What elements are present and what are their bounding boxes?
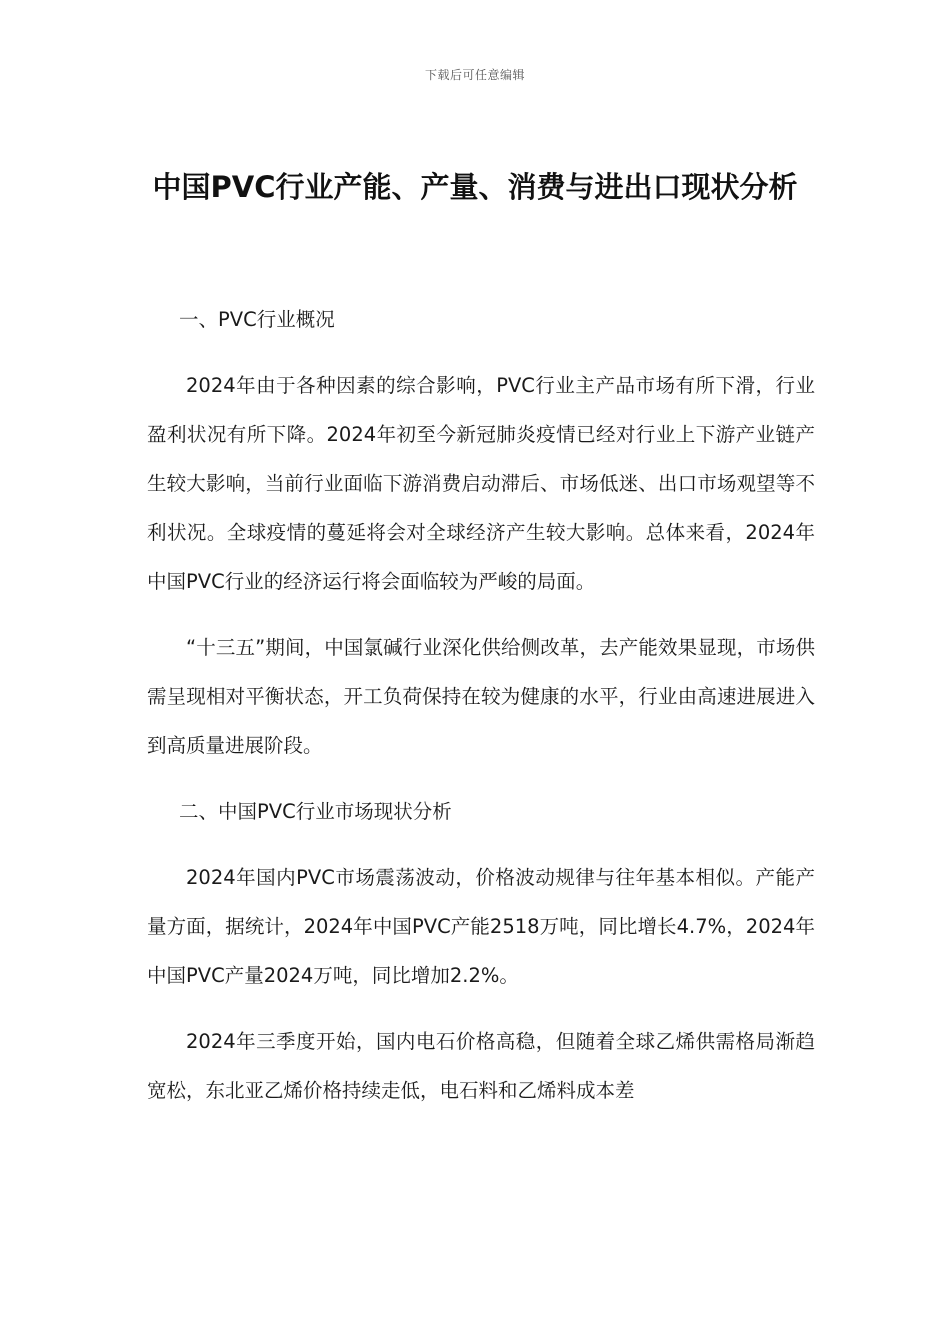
paragraph-market-1: 2024年国内PVC市场震荡波动，价格波动规律与往年基本相似。产能产量方面，据统计，2024年中国PVC产能2518万吨，同比增长4.7%，2024年中国PVC产量2024万吨，同比增加2.2%。 xyxy=(147,866,815,987)
section-heading-market: 二、中国PVC行业市场现状分析 xyxy=(179,800,452,823)
document-title: 中国PVC行业产能、产量、消费与进出口现状分析 xyxy=(152,170,798,204)
section-heading-overview: 一、PVC行业概况 xyxy=(179,308,335,331)
document-body xyxy=(147,295,815,1132)
paragraph-overview-2: “十三五”期间，中国氯碱行业深化供给侧改革，去产能效果显现，市场供需呈现相对平衡状态，开工负荷保持在较为健康的水平，行业由高速进展进入到高质量进展阶段。 xyxy=(147,636,815,757)
header-note: 下载后可任意编辑 xyxy=(424,68,525,82)
paragraph-market-2: 2024年三季度开始，国内电石价格高稳，但随着全球乙烯供需格局渐趋宽松，东北亚乙烯价格持续走低，电石料和乙烯料成本差 xyxy=(147,1030,815,1102)
paragraph-overview-1: 2024年由于各种因素的综合影响，PVC行业主产品市场有所下滑，行业盈利状况有所下降。2024年初至今新冠肺炎疫情已经对行业上下游产业链产生较大影响，当前行业面临下游消费启动滞后、市场低迷、出口市场观望等不利状况。全球疫情的蔓延将会对全球经济产生较大影响。总体来看，2024年中国PVC行业的经济运行将会面临较为严峻的局面。 xyxy=(147,374,815,593)
